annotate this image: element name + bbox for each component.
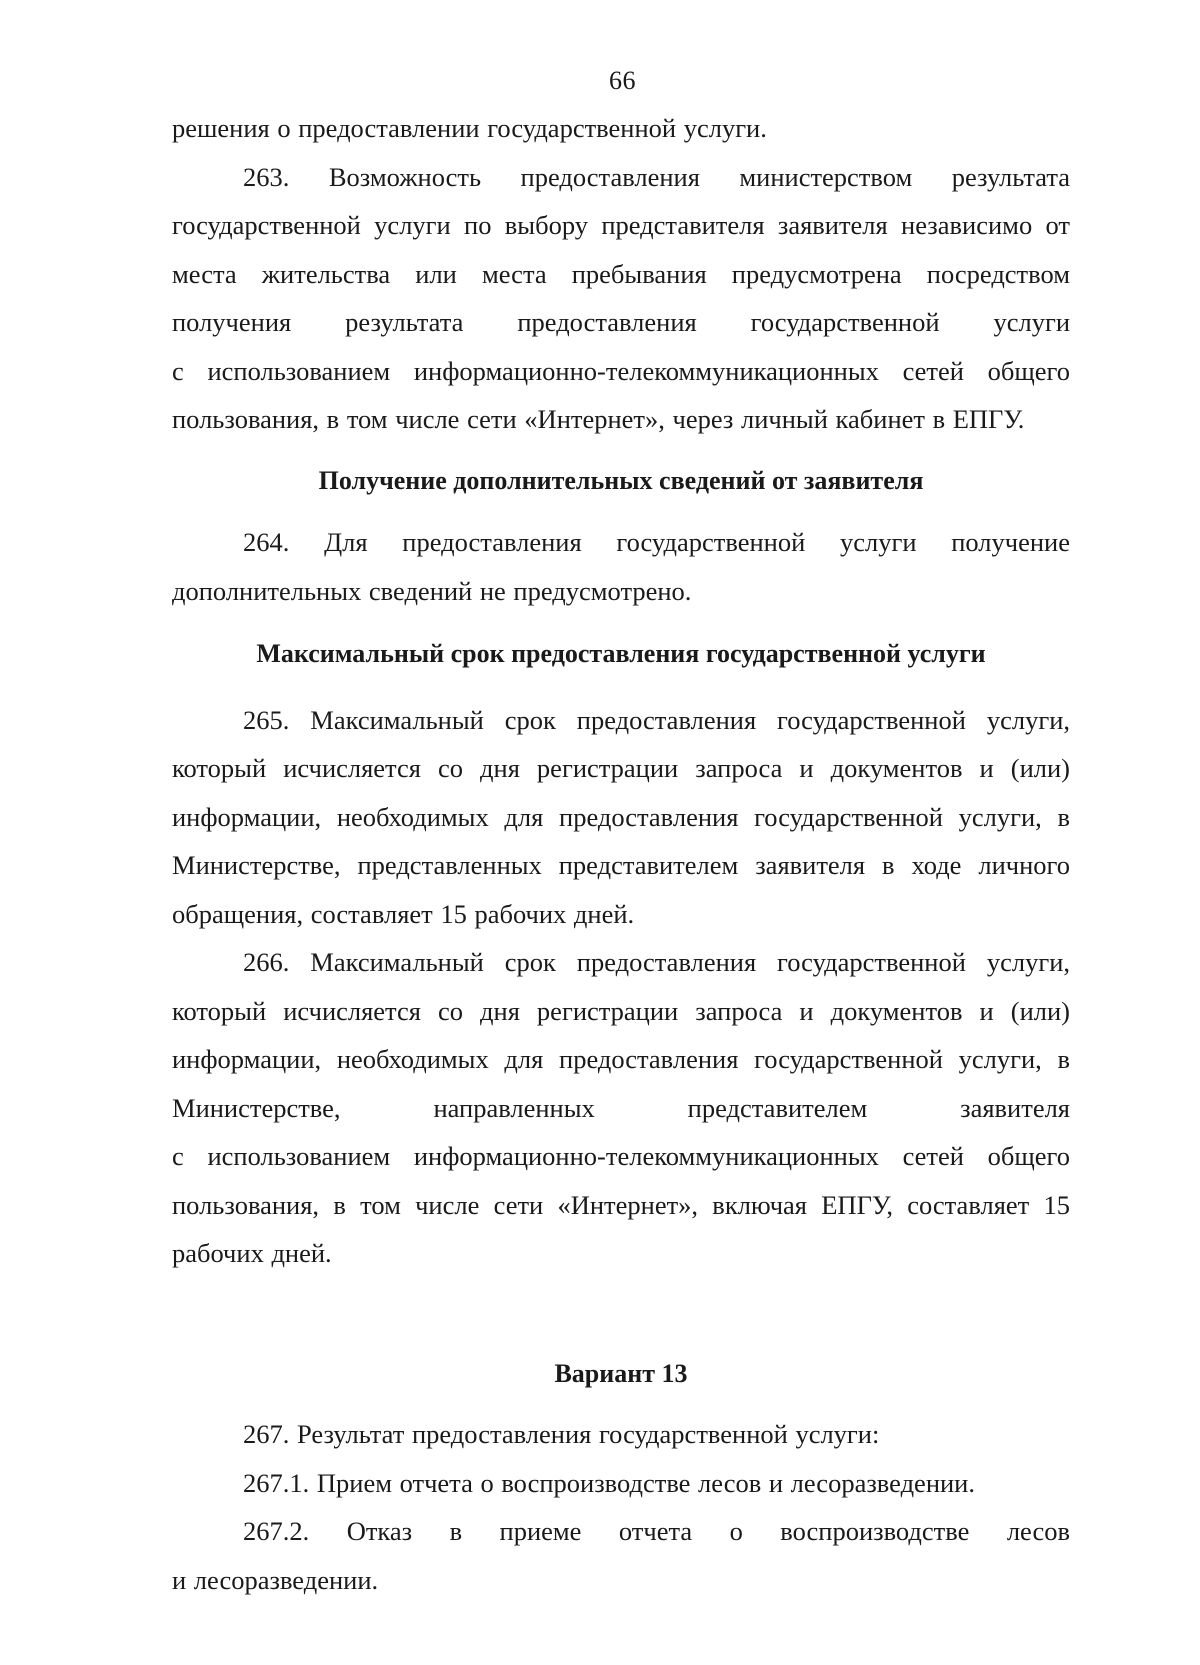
heading-additional-info: Получение дополнительных сведений от заявителя [318, 465, 924, 495]
paragraph-266-body: 266. Максимальный срок предоставления государственной услуги, который исчисляется со дня регистрации запроса и документов и (или) информации, необходимых для предоставления государственной услуги, в Министерстве, направленных представителем заявителя [172, 947, 1070, 1123]
page-number: 66 [609, 66, 636, 95]
paragraph-267-2-end: и лесоразведении. [172, 1564, 379, 1595]
paragraph-263-first-line: 263. Возможность предоставления министерством результата [243, 161, 1070, 192]
heading-variant-13: Вариант 13 [554, 1358, 688, 1388]
paragraph-267: 267. Результат предоставления государственной услуги: [243, 1419, 880, 1449]
document-body [172, 104, 1070, 1604]
paragraph-265: 265. Максимальный срок предоставления государственной услуги, который исчисляется со дня регистрации запроса и документов и (или) информации, необходимых для предоставления государственной услуги, в Министерстве, представленных представителем заявителя в ходе личного обращения, составляет 15 рабочих дней. [172, 704, 1070, 929]
heading-max-term: Максимальный срок предоставления государственной услуги [256, 639, 986, 668]
paragraph-263-body: государственной услуги по выбору представителя заявителя независимо от места жительства или места пребывания предусмотрена посредством получения результата предоставления государственной услуги [172, 210, 1070, 337]
paragraph-267-2-first-line: 267.2. Отказ в приеме отчета о воспроизводстве лесов [243, 1516, 1070, 1546]
paragraph-264: 264. Для предоставления государственной услуги получение дополнительных сведений не предусмотрено. [172, 527, 1070, 606]
paragraph-266-end: с использованием информационно-телекоммуникационных сетей общего пользования, в том числе сети «Интернет», включая ЕПГУ, составляет 15 рабочих дней. [172, 1141, 1070, 1268]
paragraph-267-1: 267.1. Прием отчета о воспроизводстве лесов и лесоразведении. [243, 1467, 975, 1498]
paragraph-263-end: с использованием информационно-телекоммуникационных сетей общего пользования, в том числе сети «Интернет», через личный кабинет в ЕПГУ. [172, 355, 1070, 434]
paragraph-continuation: решения о предоставлении государственной услуги. [172, 113, 767, 143]
